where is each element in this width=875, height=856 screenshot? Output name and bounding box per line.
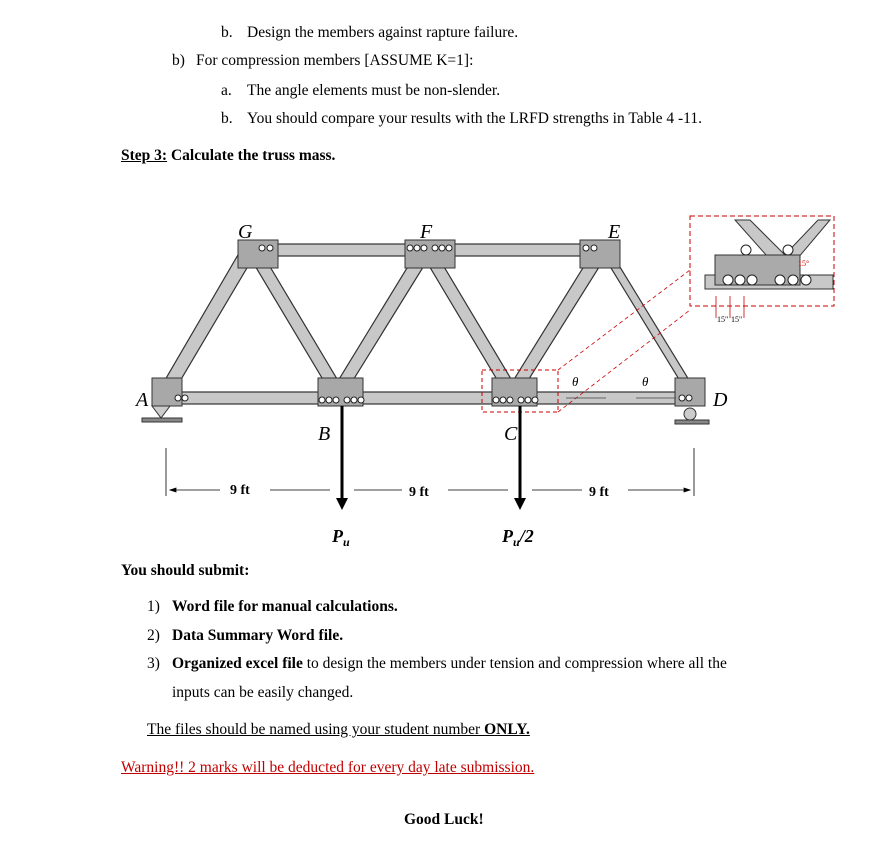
submit-item-3-cont: inputs can be easily changed. (172, 684, 354, 701)
naming-bold: ONLY. (484, 721, 530, 738)
submit-item-3-rest: to design the members under tension and compression where all the (302, 655, 727, 672)
submit-item-3 (172, 655, 727, 673)
dim-1: 9 ft (230, 483, 250, 498)
detail-dim-2: 15" (731, 315, 743, 324)
dim-2: 9 ft (409, 485, 429, 500)
req-item-b-text: Design the members against rapture failure. (247, 24, 519, 41)
load-arrow-B (336, 406, 348, 510)
submit-item-1: Word file for manual calculations. (172, 598, 398, 615)
submit-heading: You should submit: (121, 562, 250, 579)
member-GB (248, 250, 346, 398)
gusset-F (405, 240, 455, 268)
step3-heading (121, 147, 335, 165)
bottom-chord (158, 392, 703, 404)
node-A: A (136, 389, 149, 411)
member-BF (330, 250, 430, 398)
load-pu-sub: u (343, 535, 350, 549)
submit-item-2: Data Summary Word file. (172, 627, 344, 644)
detail-dim-1: 15" (717, 315, 729, 324)
node-G: G (238, 221, 253, 243)
load-label-pu2 (501, 526, 534, 549)
member-CE (505, 250, 606, 398)
req-item-b-letter: b. (221, 24, 233, 41)
node-E: E (608, 221, 621, 243)
load-pu2-sub: u (513, 535, 520, 549)
gusset-E (580, 240, 620, 268)
submit-item-2-num: 2) (147, 627, 160, 644)
submit-item-3-bold: Organized excel file (172, 655, 303, 672)
comp-heading-text: For compression members [ASSUME K=1]: (196, 52, 474, 69)
dim-3: 9 ft (589, 485, 609, 500)
load-pu2-suffix: /2 (519, 526, 534, 546)
member-ED (600, 250, 700, 398)
comp-b-text: You should compare your results with the LRFD strengths in Table 4 -11. (247, 110, 702, 127)
comp-b-letter: b. (221, 110, 233, 127)
node-D: D (713, 389, 728, 411)
theta-D: θ (642, 374, 649, 389)
comp-a-letter: a. (221, 82, 232, 99)
submit-item-3-num: 3) (147, 655, 160, 672)
load-label-pu (331, 526, 350, 549)
theta-C: θ (572, 374, 579, 389)
gusset-G (238, 240, 278, 268)
node-C: C (504, 423, 518, 445)
comp-heading-letter: b) (172, 52, 185, 69)
closing-text: Good Luck! (404, 811, 484, 828)
node-B: B (318, 423, 331, 445)
step3-label: Step 3: (121, 147, 168, 164)
member-FC (422, 250, 520, 398)
step3-text: Calculate the truss mass. (170, 147, 336, 164)
truss-figure (130, 210, 840, 560)
comp-a-text: The angle elements must be non-slender. (247, 82, 501, 99)
naming-pre: The files should be named using your student number (147, 721, 485, 738)
node-F: F (420, 221, 433, 243)
naming-note (147, 721, 530, 739)
submit-item-1-num: 1) (147, 598, 160, 615)
load-pu2-p: P (502, 526, 513, 546)
gusset-D (675, 378, 705, 406)
connection-detail (690, 216, 834, 324)
support-D (675, 408, 709, 424)
load-pu-p: P (332, 526, 343, 546)
load-arrow-C (514, 406, 526, 510)
warning-note: Warning!! 2 marks will be deducted for every day late submission. (121, 759, 535, 776)
gusset-A (152, 378, 182, 406)
member-AG (158, 248, 254, 398)
detail-angle: 15° (798, 259, 810, 268)
